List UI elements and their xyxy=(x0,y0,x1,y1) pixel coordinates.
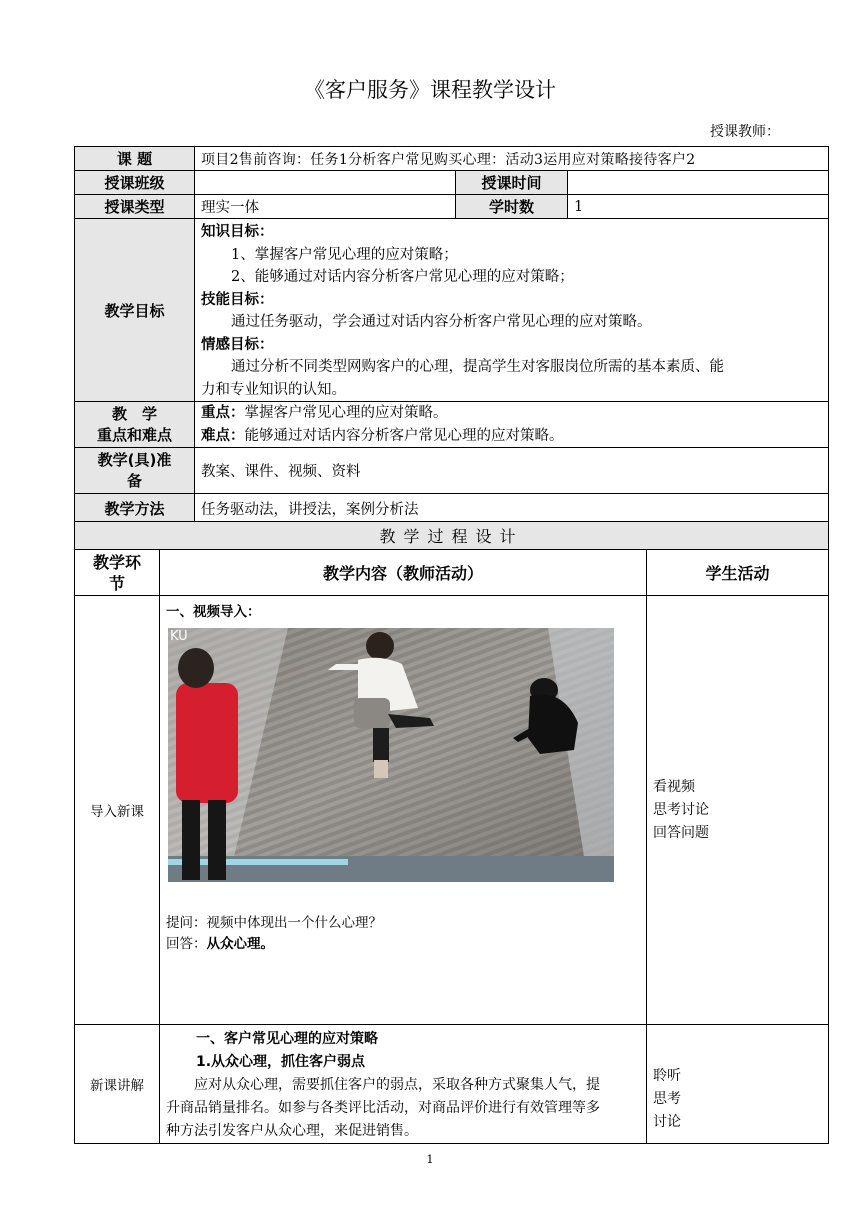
lecture-student-activities xyxy=(647,1025,829,1144)
goals-label: 教学目标 xyxy=(75,219,195,402)
knowledge-item-2: 2、能够通过对话内容分析客户常见心理的应对策略； xyxy=(231,269,574,285)
teacher-label: 授课教师： xyxy=(710,124,780,140)
time-label: 授课时间 xyxy=(456,171,568,195)
activity-item: 聆听 xyxy=(653,1068,681,1084)
tools-label xyxy=(75,448,195,494)
activity-item: 回答问题 xyxy=(653,824,709,841)
lecture-para-1: 应对从众心理，需要抓住客户的弱点，采取各种方式聚集人气，提 xyxy=(194,1077,600,1093)
lesson-info-table xyxy=(74,146,829,523)
emotion-text-2: 力和专业知识的认知。 xyxy=(201,381,346,398)
topic-value: 项目2售前咨询：任务1分析客户常见购买心理：活动3运用应对策略接待客户2 xyxy=(195,147,829,171)
lecture-subheading: 1.从众心理，抓住客户弱点 xyxy=(196,1054,366,1070)
knowledge-item-1: 1、掌握客户常见心理的应对策略； xyxy=(231,246,458,263)
stage-intro: 导入新课 xyxy=(75,596,160,1025)
skill-title: 技能目标： xyxy=(201,291,274,308)
emotion-text-1: 通过分析不同类型网购客户的心理，提高学生对客服岗位所需的基本素质、能 xyxy=(231,359,724,375)
topic-label: 课 题 xyxy=(75,147,195,171)
stage-header-line-1: 教学环 xyxy=(92,552,141,572)
activity-item: 看视频 xyxy=(653,778,695,795)
intro-content xyxy=(160,596,647,1025)
answer-text: 从众心理。 xyxy=(206,936,274,952)
stage-header-line-2: 节 xyxy=(108,573,125,593)
lecture-heading: 一、客户常见心理的应对策略 xyxy=(196,1031,378,1047)
method-label: 教学方法 xyxy=(75,494,195,523)
video-watermark: KU xyxy=(170,629,188,644)
answer-prefix: 回答： xyxy=(166,936,207,952)
type-value: 理实一体 xyxy=(195,195,456,219)
hours-value: 1 xyxy=(568,195,829,219)
question-text: 视频中体现出一个什么心理？ xyxy=(206,915,382,931)
difficulty-text: 能够通过对话内容分析客户常见心理的应对策略。 xyxy=(244,427,564,444)
stage-lecture: 新课讲解 xyxy=(75,1025,160,1144)
key-point-title: 重点： xyxy=(201,405,245,421)
type-label: 授课类型 xyxy=(75,195,195,219)
key-points-label xyxy=(75,402,195,448)
lecture-content xyxy=(160,1025,647,1144)
process-header: 教学过程设计 xyxy=(75,522,829,550)
knowledge-title: 知识目标： xyxy=(201,224,274,240)
difficulty xyxy=(201,425,822,448)
intro-heading: 一、视频导入： xyxy=(166,604,261,620)
lecture-para-3: 种方法引发客户从众心理，来促进销售。 xyxy=(166,1123,418,1139)
intro-student-activities xyxy=(647,596,829,1025)
lecture-para-2: 升商品销量排名。如参与各类评比活动，对商品评价进行有效管理等多 xyxy=(166,1100,600,1116)
tools-label-line-1: 教学(具)准 xyxy=(97,450,172,469)
stage-column-header xyxy=(75,550,160,596)
student-column-header: 学生活动 xyxy=(647,550,829,596)
time-value xyxy=(568,171,829,195)
emotion-title: 情感目标： xyxy=(201,336,274,353)
answer-line xyxy=(166,934,640,955)
method-value: 任务驱动法，讲授法，案例分析法 xyxy=(195,494,829,523)
tools-value: 教案、课件、视频、资料 xyxy=(195,448,829,494)
key-label-line-1: 教 学 xyxy=(111,404,157,423)
page-title: 《客户服务》课程教学设计 xyxy=(304,78,556,102)
key-point-text: 掌握客户常见心理的应对策略。 xyxy=(244,405,448,421)
skill-text: 通过任务驱动，学会通过对话内容分析客户常见心理的应对策略。 xyxy=(231,314,652,330)
content-column-header: 教学内容（教师活动） xyxy=(160,550,647,596)
intro-qa xyxy=(166,913,640,955)
activity-item: 思考 xyxy=(653,1091,681,1107)
video-still xyxy=(168,628,614,882)
class-value xyxy=(195,171,456,195)
hours-label: 学时数 xyxy=(456,195,568,219)
difficulty-title: 难点： xyxy=(201,427,245,444)
question-line xyxy=(166,913,640,934)
question-prefix: 提问： xyxy=(166,915,207,931)
activity-item: 思考讨论 xyxy=(653,801,709,818)
goals-content xyxy=(195,219,829,402)
class-label: 授课班级 xyxy=(75,171,195,195)
key-label-line-2: 重点和难点 xyxy=(96,425,172,444)
key-points-content xyxy=(195,402,829,448)
process-table xyxy=(74,521,829,1144)
intro-video-frame[interactable] xyxy=(168,628,614,882)
key-point xyxy=(201,402,822,425)
tools-label-line-2: 备 xyxy=(126,471,142,490)
page-number: 1 xyxy=(426,1153,434,1166)
activity-item: 讨论 xyxy=(653,1114,681,1130)
